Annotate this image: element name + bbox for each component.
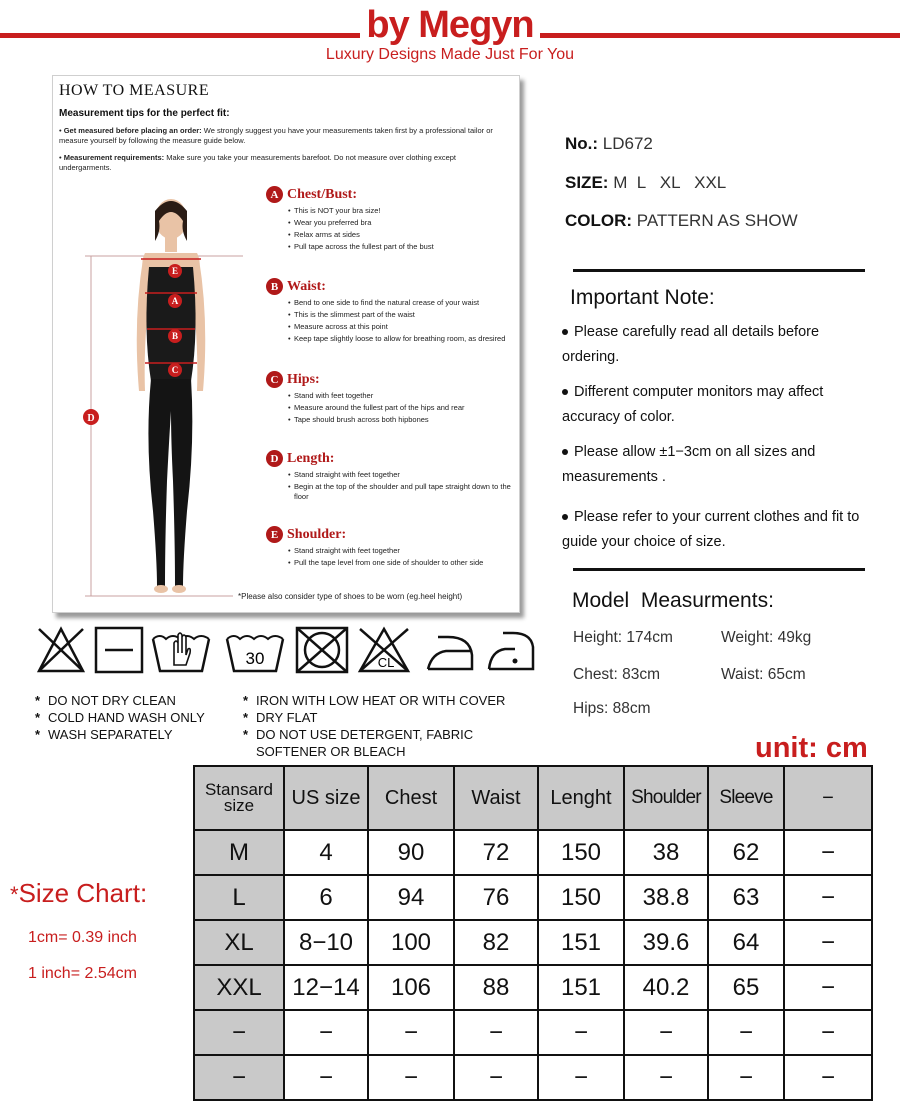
bullet-icon bbox=[562, 449, 568, 455]
table-cell: 64 bbox=[708, 920, 784, 965]
svg-text:D: D bbox=[87, 413, 95, 424]
conversion-inch-cm: 1 inch= 2.54cm bbox=[28, 965, 137, 982]
list-item: • Keep tape slightly loose to allow for breathing room, as dresired bbox=[288, 334, 516, 344]
no-dry-clean-icon bbox=[35, 625, 87, 675]
how-to-measure-card bbox=[52, 75, 520, 613]
column-header: Waist bbox=[454, 766, 538, 830]
badge-b: B bbox=[266, 278, 283, 295]
header-rule-right bbox=[540, 33, 900, 38]
table-row bbox=[194, 1010, 872, 1055]
table-cell: − bbox=[784, 1055, 872, 1100]
product-color bbox=[565, 211, 798, 231]
care-line: * IRON WITH LOW HEAT OR WITH COVER bbox=[243, 692, 505, 709]
column-header: Sleeve bbox=[708, 766, 784, 830]
label-b-marker bbox=[168, 329, 182, 343]
section-length bbox=[266, 450, 516, 504]
table-cell: − bbox=[784, 1010, 872, 1055]
star-icon: * bbox=[10, 882, 19, 907]
unit-label: unit: cm bbox=[755, 732, 868, 764]
table-row bbox=[194, 830, 872, 875]
table-cell: − bbox=[624, 1055, 708, 1100]
list-item: • This is the slimmest part of the waist bbox=[288, 310, 516, 320]
table-cell: 76 bbox=[454, 875, 538, 920]
card-title: HOW TO MEASURE bbox=[59, 82, 210, 99]
badge-c: C bbox=[266, 371, 283, 388]
table-cell: 151 bbox=[538, 920, 624, 965]
table-cell: 38.8 bbox=[624, 875, 708, 920]
size-label-cell: − bbox=[194, 1055, 284, 1100]
table-cell: 151 bbox=[538, 965, 624, 1010]
size-label-cell: XL bbox=[194, 920, 284, 965]
table-cell: − bbox=[368, 1055, 454, 1100]
table-header-row bbox=[194, 766, 872, 830]
product-number-label: No.: bbox=[565, 134, 599, 153]
tip-2-label: Measurement requirements: bbox=[63, 153, 165, 162]
size-chart-body bbox=[194, 830, 872, 1100]
divider bbox=[573, 568, 865, 571]
model-hips: Hips: 88cm bbox=[573, 700, 651, 717]
wash-30-icon bbox=[224, 625, 286, 675]
model-chest: Chest: 83cm bbox=[573, 666, 661, 683]
table-cell: 40.2 bbox=[624, 965, 708, 1010]
svg-text:CL: CL bbox=[377, 655, 395, 670]
column-header: Chest bbox=[368, 766, 454, 830]
table-cell: 94 bbox=[368, 875, 454, 920]
list-item: • Pull tape across the fullest part of the bust bbox=[288, 242, 516, 252]
section-title: Shoulder: bbox=[287, 526, 347, 542]
iron-icon bbox=[424, 625, 476, 675]
brand-tagline: Luxury Designs Made Just For You bbox=[325, 46, 575, 63]
product-size-label: SIZE: bbox=[565, 173, 609, 192]
dry-flat-icon bbox=[93, 625, 145, 675]
svg-text:C: C bbox=[171, 365, 179, 375]
care-line-continued: SOFTENER OR BLEACH bbox=[256, 744, 406, 759]
list-item: • Measure around the fullest part of the hips and rear bbox=[288, 403, 516, 413]
table-cell: 90 bbox=[368, 830, 454, 875]
tip-1-label: Get measured before placing an order: bbox=[63, 126, 202, 135]
model-weight: Weight: 49kg bbox=[721, 629, 812, 646]
tip-2-text: Make sure you take your measurements barefoot. Do not measure over clothing except undergarments. bbox=[59, 153, 456, 172]
table-cell: − bbox=[708, 1010, 784, 1055]
product-color-label: COLOR: bbox=[565, 211, 633, 230]
tips-title: Measurement tips for the perfect fit: bbox=[59, 108, 230, 119]
card-footer-note: *Please also consider type of shoes to be worn (eg.heel height) bbox=[238, 592, 463, 601]
table-cell: − bbox=[624, 1010, 708, 1055]
section-chest-bust bbox=[266, 186, 516, 254]
size-label-cell: L bbox=[194, 875, 284, 920]
table-row bbox=[194, 965, 872, 1010]
table-cell: − bbox=[454, 1055, 538, 1100]
list-item: • Bend to one side to find the natural crease of your waist bbox=[288, 298, 516, 308]
section-title: Chest/Bust: bbox=[287, 186, 358, 202]
note-item bbox=[562, 380, 872, 430]
table-row bbox=[194, 1055, 872, 1100]
column-header-standard-size bbox=[194, 766, 284, 830]
table-cell: − bbox=[784, 830, 872, 875]
divider bbox=[573, 269, 865, 272]
label-d-marker bbox=[83, 409, 99, 425]
model-height: Height: 174cm bbox=[573, 629, 673, 646]
table-cell: 150 bbox=[538, 830, 624, 875]
care-instructions-right bbox=[243, 692, 505, 760]
section-shoulder bbox=[266, 526, 516, 570]
tip-1-text: We strongly suggest you have your measurements taken first by a professional tailor or measure yourself by following the measure guide below. bbox=[59, 126, 493, 145]
section-waist bbox=[266, 278, 516, 346]
hand-wash-icon bbox=[150, 625, 212, 675]
care-line: * COLD HAND WASH ONLY bbox=[35, 709, 205, 726]
table-cell: 82 bbox=[454, 920, 538, 965]
svg-text:B: B bbox=[171, 331, 179, 341]
label-e-marker bbox=[168, 264, 182, 278]
size-chart-title bbox=[10, 878, 147, 909]
care-instructions-left bbox=[35, 692, 205, 743]
note-text: Please carefully read all details before ordering. bbox=[562, 324, 820, 365]
note-text: Please allow ±1−3cm on all sizes and measurements . bbox=[562, 444, 816, 485]
size-label-cell: M bbox=[194, 830, 284, 875]
model-waist: Waist: 65cm bbox=[721, 666, 806, 683]
no-bleach-icon bbox=[356, 625, 412, 675]
list-item: • Tape should brush across both hipbones bbox=[288, 415, 516, 425]
svg-text:E: E bbox=[171, 266, 179, 276]
table-cell: 38 bbox=[624, 830, 708, 875]
table-cell: − bbox=[708, 1055, 784, 1100]
table-cell: 39.6 bbox=[624, 920, 708, 965]
table-cell: 65 bbox=[708, 965, 784, 1010]
product-size-value: M L XL XXL bbox=[613, 173, 727, 192]
product-number-value: LD672 bbox=[602, 134, 653, 153]
table-cell: 72 bbox=[454, 830, 538, 875]
svg-text:30: 30 bbox=[245, 649, 265, 668]
column-header: Shoulder bbox=[624, 766, 708, 830]
table-cell: − bbox=[784, 875, 872, 920]
column-header: US size bbox=[284, 766, 368, 830]
care-line: * DO NOT USE DETERGENT, FABRIC bbox=[243, 726, 505, 743]
table-cell: − bbox=[284, 1010, 368, 1055]
header-line: Stansard bbox=[204, 780, 274, 799]
list-item: • Stand straight with feet together bbox=[288, 470, 516, 480]
list-item: • Stand straight with feet together bbox=[288, 546, 516, 556]
list-item: • Measure across at this point bbox=[288, 322, 516, 332]
list-item: • Relax arms at sides bbox=[288, 230, 516, 240]
table-cell: 63 bbox=[708, 875, 784, 920]
size-chart-title-text: Size Chart: bbox=[18, 878, 148, 908]
badge-d: D bbox=[266, 450, 283, 467]
table-cell: 88 bbox=[454, 965, 538, 1010]
svg-text:A: A bbox=[171, 296, 179, 306]
list-item: • Wear you preferred bra bbox=[288, 218, 516, 228]
conversion-cm-inch: 1cm= 0.39 inch bbox=[28, 929, 137, 946]
table-cell: − bbox=[284, 1055, 368, 1100]
badge-a: A bbox=[266, 186, 283, 203]
label-a-marker bbox=[168, 294, 182, 308]
table-cell: 100 bbox=[368, 920, 454, 965]
bullet-icon bbox=[562, 514, 568, 520]
section-title: Length: bbox=[287, 450, 335, 466]
list-item: • This is NOT your bra size! bbox=[288, 206, 516, 216]
table-cell: 12−14 bbox=[284, 965, 368, 1010]
model-figure-illustration bbox=[83, 181, 263, 601]
table-cell: − bbox=[454, 1010, 538, 1055]
section-title: Hips: bbox=[287, 371, 320, 387]
tip-2: • Measurement requirements: Make sure you take your measurements barefoot. Do not measure over clothing except undergarments. bbox=[59, 153, 456, 172]
care-line: * DO NOT DRY CLEAN bbox=[35, 692, 205, 709]
column-header: Lenght bbox=[538, 766, 624, 830]
size-label-cell: − bbox=[194, 1010, 284, 1055]
note-text: Different computer monitors may affect accuracy of color. bbox=[562, 384, 824, 425]
table-cell: − bbox=[538, 1055, 624, 1100]
section-title: Waist: bbox=[287, 278, 326, 294]
important-note-title: Important Note: bbox=[570, 286, 715, 309]
header-line: size bbox=[223, 796, 255, 815]
note-item bbox=[562, 440, 872, 490]
note-item bbox=[562, 505, 872, 555]
care-line: * DRY FLAT bbox=[243, 709, 505, 726]
table-cell: − bbox=[784, 965, 872, 1010]
tip-1: • Get measured before placing an order: We strongly suggest you have your measurements taken first by a professional tailor or measure yourself by following the measure guide below. bbox=[59, 126, 493, 145]
table-row bbox=[194, 875, 872, 920]
list-item: • Stand with feet together bbox=[288, 391, 516, 401]
product-color-value: PATTERN AS SHOW bbox=[636, 211, 798, 230]
brand-logo: by Megyn bbox=[366, 4, 534, 46]
care-line: * WASH SEPARATELY bbox=[35, 726, 205, 743]
model-measurements-title: Model Measurments: bbox=[572, 589, 774, 612]
table-cell: 8−10 bbox=[284, 920, 368, 965]
no-tumble-dry-icon bbox=[294, 625, 350, 675]
table-cell: − bbox=[368, 1010, 454, 1055]
product-number bbox=[565, 134, 653, 154]
list-item: • Begin at the top of the shoulder and pull tape straight down to the floor bbox=[288, 482, 516, 502]
table-row bbox=[194, 920, 872, 965]
size-label-cell: XXL bbox=[194, 965, 284, 1010]
table-cell: 6 bbox=[284, 875, 368, 920]
note-item bbox=[562, 320, 872, 370]
table-cell: 106 bbox=[368, 965, 454, 1010]
product-size bbox=[565, 173, 726, 193]
bullet-icon bbox=[562, 329, 568, 335]
iron-low-heat-icon bbox=[485, 625, 537, 675]
table-cell: − bbox=[784, 920, 872, 965]
column-header: − bbox=[784, 766, 872, 830]
bullet-icon bbox=[562, 389, 568, 395]
badge-e: E bbox=[266, 526, 283, 543]
table-cell: − bbox=[538, 1010, 624, 1055]
note-text: Please refer to your current clothes and fit to guide your choice of size. bbox=[562, 509, 860, 550]
size-chart-table bbox=[193, 765, 873, 1101]
header-rule-left bbox=[0, 33, 360, 38]
table-cell: 150 bbox=[538, 875, 624, 920]
table-cell: 4 bbox=[284, 830, 368, 875]
table-cell: 62 bbox=[708, 830, 784, 875]
list-item: • Pull the tape level from one side of shoulder to other side bbox=[288, 558, 516, 568]
label-c-marker bbox=[168, 363, 182, 377]
section-hips bbox=[266, 371, 516, 427]
